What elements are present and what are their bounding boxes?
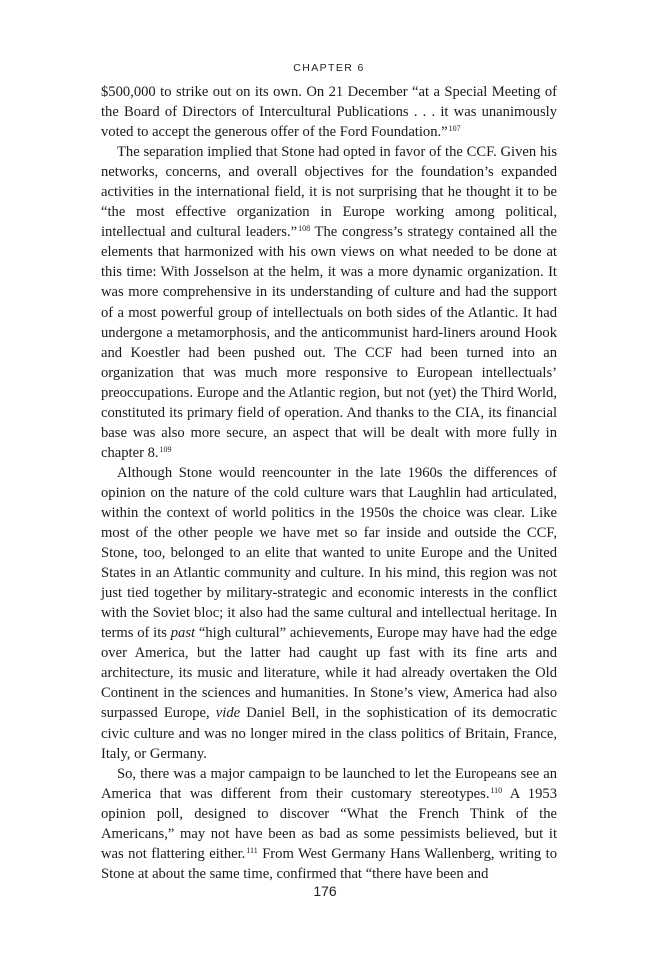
footnote-ref: 108	[298, 224, 311, 234]
book-page	[101, 62, 557, 884]
paragraph	[101, 764, 557, 884]
emphasized-text: past	[170, 625, 196, 642]
text-run: The separation implied that Stone had opted in favor of the CCF. Given his networks, concerns, and overall objectives for the foundation’s expanded activities in the international field, it is not surprising that he thought it to be “the most effective organization in Europe working among political, intellectual and cultural leaders.”	[101, 144, 557, 241]
text-run: Daniel Bell, in the sophistication of its democratic civic culture and was no longer mired in the class politics of Britain, France, Italy, or Germany.	[101, 705, 557, 762]
footnote-ref: 107	[448, 124, 461, 134]
body-text	[101, 82, 557, 884]
footnote-ref: 111	[246, 845, 258, 855]
text-run: The congress’s strategy contained all the elements that harmonized with his own views on what needed to be done at this time: With Josselson at the helm, it was a more dynamic organization. It was more comprehensive in its understanding of culture and had the support of a most powerful group of intellectuals on both sides of the Atlantic. It had undergone a metamorphosis, and the anticommunist hard-liners around Hook and Koestler had been pushed out. The CCF had been turned into an organization that was much more responsive to European intellectuals’ preoccupations. Europe and the Atlantic region, but not (yet) the Third World, constituted its primary field of operation. And thanks to the CIA, its financial base was also more secure, an aspect that will be dealt with more fully in chapter 8.	[101, 224, 557, 461]
text-run: From West Germany Hans Wallenberg, writing to Stone at about the same time, confirmed that “there have been and	[101, 845, 557, 882]
emphasized-text: vide	[215, 705, 241, 722]
text-run: Although Stone would reencounter in the late 1960s the differences of opinion on the nature of the cold culture wars that Laughlin had articulated, within the context of world politics in the 1950s the choice was clear. Like most of the other people we have met so far inside and outside the CCF, Stone, too, belonged to an elite that wanted to unite Europe and the United States in an Atlantic community and culture. In his mind, this region was not just tied together by military-strategic and economic interests in the conflict with the Soviet bloc; it also had the same cultural and intellectual heritage. In terms of its	[101, 464, 557, 642]
paragraph	[101, 82, 557, 142]
running-head: CHAPTER 6	[293, 62, 365, 74]
paragraph	[101, 463, 557, 764]
footnote-ref: 110	[490, 785, 503, 795]
text-run: A 1953 opinion poll, designed to discover “What the French Think of the Americans,” may not have been as bad as some pessimists believed, but it was not flattering either.	[101, 785, 557, 862]
text-run: $500,000 to strike out on its own. On 21 December “at a Special Meeting of the Board of Directors of Intercultural Publications . . . it was unanimously voted to accept the generous offer of the Ford Foundation.”	[101, 84, 557, 141]
page-number: 176	[313, 883, 337, 899]
text-run: “high cultural” achievements, Europe may have had the edge over America, but the latter had caught up fast with its fine arts and architecture, its music and literature, while it had already overtaken the Old Continent in the sciences and humanities. In Stone’s view, America had also surpassed Europe,	[101, 625, 557, 722]
text-run: So, there was a major campaign to be launched to let the Europeans see an America that was different from their customary stereotypes.	[101, 765, 557, 802]
paragraph	[101, 142, 557, 463]
footnote-ref: 109	[159, 444, 172, 454]
